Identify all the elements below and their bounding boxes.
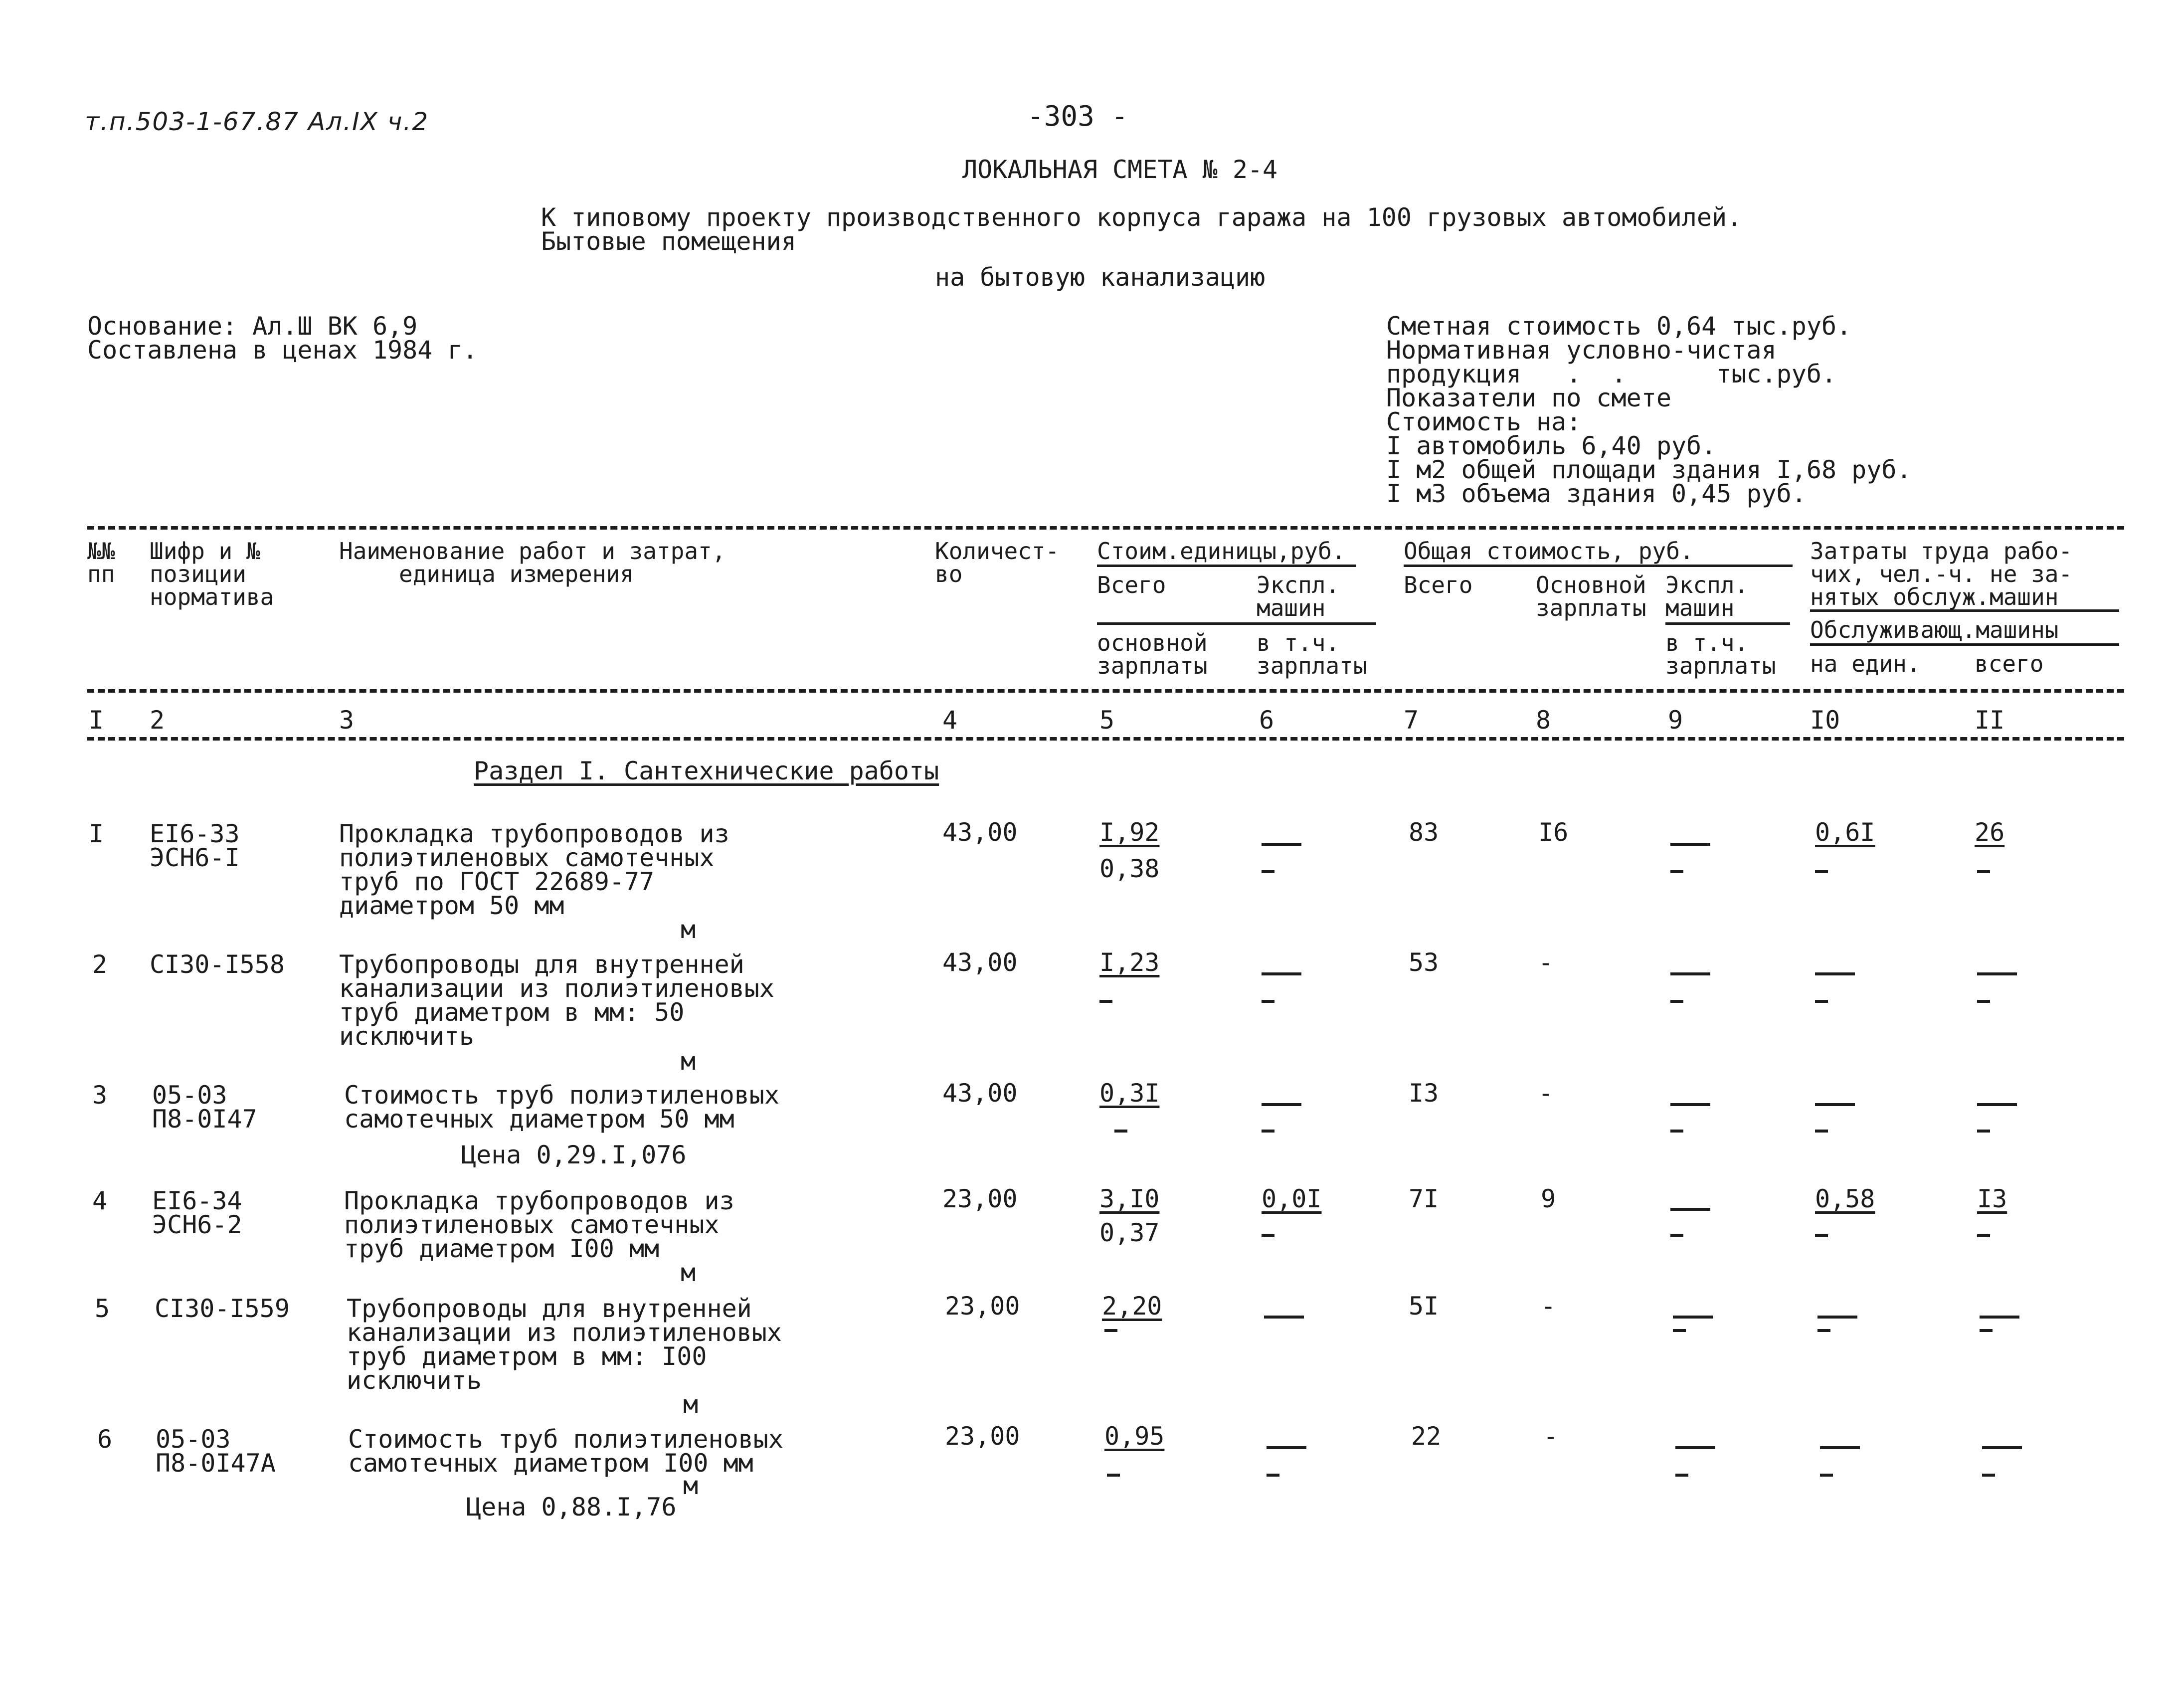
row-total: 5I	[1409, 1292, 1439, 1321]
summary-line: Стоимость на:	[1386, 407, 1582, 436]
summary-line: продукция . . тыс.руб.	[1386, 360, 1837, 388]
dash-mark	[1982, 1446, 2022, 1449]
dash-mark	[1670, 1234, 1683, 1237]
dash-mark	[1104, 1329, 1117, 1332]
col-header-total-expl: Экспл. машин	[1665, 571, 1749, 621]
dash-mark	[1262, 843, 1301, 846]
col-header-unit-incl: в т.ч. зарплаты	[1257, 629, 1367, 679]
row-labor-unit: 0,6I	[1815, 818, 1875, 847]
dash-mark	[1262, 870, 1274, 873]
unit-cost-sub-rule	[1097, 622, 1376, 625]
dash-mark	[1670, 1130, 1683, 1133]
row-number: 2	[92, 950, 108, 979]
labor-rule	[1810, 609, 2119, 612]
colnum-5: 5	[1099, 706, 1115, 735]
row-basic: 9	[1541, 1184, 1556, 1213]
dash-mark	[1675, 1446, 1715, 1449]
total-cost-rule	[1404, 565, 1793, 567]
col-header-num: №№ пп	[87, 538, 115, 587]
row-unit: м	[681, 1047, 696, 1076]
dash-mark	[1673, 1316, 1713, 1319]
col-header-labor: Затраты труда рабо- чих, чел.-ч. не за- нятых обслуж.машин	[1810, 538, 2073, 610]
row-code: 05-03 П8-0I47A	[156, 1425, 276, 1478]
row-qty: 23,00	[945, 1292, 1020, 1321]
row-code: EI6-33 ЭСН6-I	[150, 819, 240, 872]
dash-mark	[1980, 1316, 2019, 1319]
row-name: Трубопроводы для внутренней канализации из полиэтиленовых труб диаметром в мм: I00 исключить	[347, 1294, 782, 1395]
dash-mark	[1670, 1208, 1710, 1211]
col-header-labor-serv: Обслуживающ.машины	[1810, 616, 2059, 643]
dash-mark	[1815, 1130, 1828, 1133]
subtitle-line3: на бытовую канализацию	[935, 263, 1266, 292]
dash-mark	[1977, 1234, 1990, 1237]
col-header-unit-cost: Стоим.единицы,руб.	[1097, 538, 1346, 565]
row-total: 53	[1409, 948, 1439, 977]
col-header-name: Наименование работ и затрат, единица измерения	[339, 538, 726, 587]
dash-mark	[1262, 1234, 1274, 1237]
row-code: CI30-I558	[150, 950, 285, 979]
row-unit-cost: 3,I0	[1099, 1184, 1160, 1213]
section-title: Раздел I. Сантехнические работы	[474, 757, 939, 785]
summary-line: I автомобиль 6,40 руб.	[1386, 431, 1717, 460]
dash-mark	[1817, 1329, 1830, 1332]
dash-mark	[1977, 1130, 1990, 1133]
colnum-3: 3	[339, 706, 355, 735]
total-expl-rule	[1665, 622, 1790, 625]
dash-mark	[1670, 1000, 1683, 1003]
dash-mark	[1675, 1474, 1688, 1477]
row-basic: -	[1538, 1079, 1554, 1108]
subtitle-line2: Бытовые помещения	[541, 227, 796, 256]
project-code: т.п.503-1-67.87 Ал.IX ч.2	[85, 107, 429, 136]
colnum-8: 8	[1536, 706, 1551, 735]
dash-mark	[1099, 1000, 1112, 1003]
col-header-total-total: Всего	[1404, 571, 1473, 598]
col-header-total-basic: Основной зарплаты	[1536, 571, 1646, 621]
row-total: I3	[1409, 1079, 1439, 1108]
row-number: 6	[97, 1425, 113, 1454]
row-code: CI30-I559	[155, 1294, 290, 1323]
labor-serv-rule	[1810, 643, 2119, 646]
row-name: Прокладка трубопроводов из полиэтиленовых самотечных труб по ГОСТ 22689-77 диаметром 50 мм	[339, 819, 729, 920]
dash-mark	[1815, 972, 1855, 975]
summary-line: Показатели по смете	[1386, 383, 1671, 412]
row-number: I	[89, 819, 104, 848]
row-unit-basic: 0,37	[1099, 1218, 1160, 1247]
colnum-1: I	[89, 706, 104, 735]
basis-line2: Составлена в ценах 1984 г.	[87, 336, 478, 365]
row-basic: -	[1543, 1422, 1559, 1451]
col-header-qty: Количест- во	[935, 538, 1060, 587]
row-unit-expl: 0,0I	[1262, 1184, 1322, 1213]
row-unit: м	[683, 1390, 699, 1419]
unit-cost-rule	[1097, 565, 1356, 567]
dash-mark	[1673, 1329, 1686, 1332]
col-header-total-cost: Общая стоимость, руб.	[1404, 538, 1694, 565]
row-name: Трубопроводы для внутренней канализации из полиэтиленовых труб диаметром в мм: 50 исключить	[339, 950, 774, 1051]
col-header-total-incl: в т.ч. зарплаты	[1665, 629, 1776, 679]
row-number: 4	[92, 1186, 108, 1215]
page-title: ЛОКАЛЬНАЯ СМЕТА № 2-4	[962, 155, 1278, 184]
colnum-9: 9	[1668, 706, 1683, 735]
dash-mark	[1262, 1130, 1274, 1133]
page-number: -303 -	[1027, 100, 1128, 133]
row-unit: м	[683, 1471, 699, 1500]
col-header-unit-basic: основной зарплаты	[1097, 629, 1208, 679]
dash-mark	[1977, 870, 1990, 873]
row-name: Стоимость труб полиэтиленовых самотечных диаметром 50 мм	[344, 1081, 779, 1134]
row-total: 83	[1409, 818, 1439, 847]
row-code: EI6-34 ЭСН6-2	[152, 1186, 242, 1239]
row-name: Стоимость труб полиэтиленовых самотечных диаметром I00 мм	[348, 1425, 783, 1478]
colnum-10: I0	[1810, 706, 1840, 735]
colnum-11: II	[1975, 706, 2005, 735]
dash-mark	[1262, 1103, 1301, 1106]
dash-mark	[1980, 1329, 1993, 1332]
dash-mark	[1114, 1130, 1127, 1133]
row-unit: м	[681, 915, 696, 944]
col-header-unit-total: Всего	[1097, 571, 1166, 598]
dash-mark	[1815, 1000, 1828, 1003]
row-qty: 43,00	[942, 1079, 1018, 1108]
row-number: 5	[95, 1294, 110, 1323]
dash-mark	[1977, 972, 2017, 975]
dash-mark	[1815, 1103, 1855, 1106]
dash-mark	[1670, 870, 1683, 873]
row-unit-cost: 2,20	[1102, 1292, 1162, 1321]
row-price: Цена 0,29.I,076	[461, 1140, 687, 1169]
col-header-unit-expl: Экспл. машин	[1257, 571, 1340, 621]
dash-mark	[1820, 1474, 1833, 1477]
dash-mark	[1982, 1474, 1995, 1477]
header-bottom-rule	[87, 689, 2124, 693]
colnum-4: 4	[942, 706, 958, 735]
summary-block	[1386, 314, 1912, 506]
col-header-labor-all: всего	[1975, 650, 2044, 677]
row-unit-basic: 0,38	[1099, 854, 1160, 883]
row-unit-cost: I,23	[1099, 948, 1160, 977]
row-basic: I6	[1538, 818, 1569, 847]
header-top-rule	[87, 526, 2124, 530]
dash-mark	[1815, 1234, 1828, 1237]
row-qty: 23,00	[945, 1422, 1020, 1451]
row-unit-cost: I,92	[1099, 818, 1160, 847]
row-price: Цена 0,88.I,76	[466, 1493, 677, 1521]
row-qty: 23,00	[942, 1184, 1018, 1213]
subtitle-line1: К типовому проекту производственного корпуса гаража на 100 грузовых автомобилей.	[541, 203, 1742, 232]
dash-mark	[1670, 972, 1710, 975]
dash-mark	[1267, 1446, 1306, 1449]
dash-mark	[1820, 1446, 1860, 1449]
summary-line: I м2 общей площади здания I,68 руб.	[1386, 455, 1912, 484]
row-name: Прокладка трубопроводов из полиэтиленовых самотечных труб диаметром I00 мм	[344, 1186, 734, 1263]
row-basic: -	[1538, 948, 1554, 977]
row-code: 05-03 П8-0I47	[152, 1081, 257, 1134]
dash-mark	[1670, 843, 1710, 846]
dash-mark	[1267, 1474, 1279, 1477]
summary-line: Сметная стоимость 0,64 тыс.руб.	[1386, 312, 1852, 341]
colnum-rule	[87, 737, 2124, 741]
row-labor-all: 26	[1975, 818, 2005, 847]
summary-line: Нормативная условно-чистая	[1386, 336, 1777, 365]
dash-mark	[1262, 1000, 1274, 1003]
row-total: 7I	[1409, 1184, 1439, 1213]
row-qty: 43,00	[942, 818, 1018, 847]
row-qty: 43,00	[942, 948, 1018, 977]
col-header-code: Шифр и № позиции норматива	[150, 538, 274, 610]
dash-mark	[1264, 1316, 1304, 1319]
row-unit: м	[681, 1258, 696, 1287]
row-basic: -	[1541, 1292, 1556, 1321]
row-labor-all: I3	[1977, 1184, 2007, 1213]
colnum-6: 6	[1259, 706, 1274, 735]
row-unit-cost: 0,95	[1104, 1422, 1165, 1451]
row-unit-cost: 0,3I	[1099, 1079, 1160, 1108]
colnum-2: 2	[150, 706, 165, 735]
dash-mark	[1107, 1474, 1120, 1477]
dash-mark	[1977, 1103, 2017, 1106]
dash-mark	[1977, 1000, 1990, 1003]
col-header-labor-unit: на един.	[1810, 650, 1921, 677]
dash-mark	[1670, 1103, 1710, 1106]
basis-line1: Основание: Ал.Ш ВК 6,9	[87, 312, 418, 341]
dash-mark	[1817, 1316, 1857, 1319]
dash-mark	[1262, 972, 1301, 975]
row-labor-unit: 0,58	[1815, 1184, 1875, 1213]
summary-line: I м3 объема здания 0,45 руб.	[1386, 479, 1807, 508]
dash-mark	[1815, 870, 1828, 873]
colnum-7: 7	[1404, 706, 1419, 735]
row-number: 3	[92, 1081, 108, 1110]
row-total: 22	[1411, 1422, 1442, 1451]
